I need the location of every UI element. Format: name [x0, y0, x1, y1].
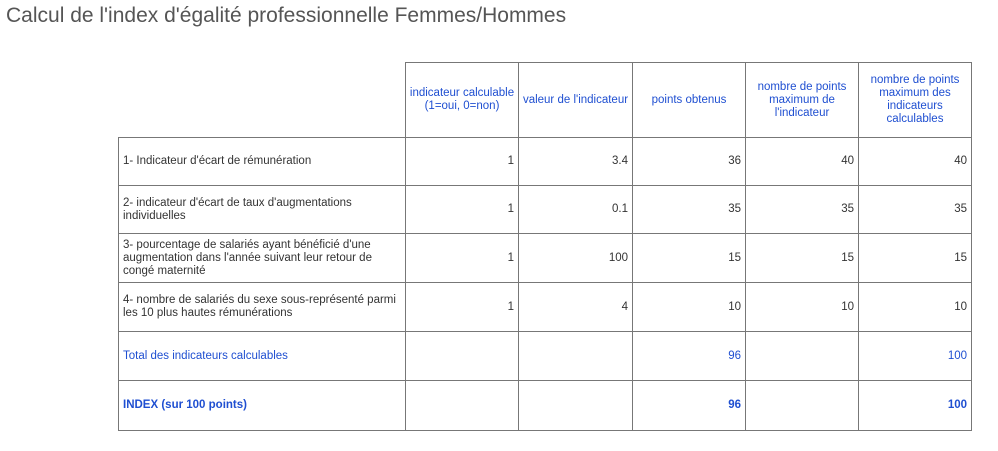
cell-points: 35 [633, 186, 746, 234]
index-max-calc: 100 [859, 381, 972, 431]
cell-max: 15 [746, 234, 859, 283]
cell-calculable: 1 [406, 138, 519, 186]
page-title: Calcul de l'index d'égalité professionnelle Femmes/Hommes [6, 4, 567, 27]
table-row [119, 283, 972, 332]
header-max-indicateur: nombre de points maximum de l'indicateur [746, 63, 859, 138]
cell-max: 35 [746, 186, 859, 234]
table-row [119, 186, 972, 234]
header-points: points obtenus [633, 63, 746, 138]
header-valeur: valeur de l'indicateur [519, 63, 633, 138]
cell-valeur: 0.1 [519, 186, 633, 234]
cell-max-calc: 40 [859, 138, 972, 186]
cell-points: 36 [633, 138, 746, 186]
header-max-calculables: nombre de points maximum des indicateurs calculables [859, 63, 972, 138]
total-max-calc: 100 [859, 332, 972, 381]
cell-valeur: 3.4 [519, 138, 633, 186]
cell-calculable: 1 [406, 283, 519, 332]
index-table [118, 62, 972, 431]
total-label: Total des indicateurs calculables [119, 332, 406, 381]
table-row [119, 234, 972, 283]
cell-valeur: 100 [519, 234, 633, 283]
total-row [119, 332, 972, 381]
total-empty-cell [406, 332, 519, 381]
index-points: 96 [633, 381, 746, 431]
cell-points: 15 [633, 234, 746, 283]
total-empty-cell [746, 332, 859, 381]
cell-max: 10 [746, 283, 859, 332]
row-label: 1- Indicateur d'écart de rémunération [119, 138, 406, 186]
cell-valeur: 4 [519, 283, 633, 332]
header-calculable: indicateur calculable (1=oui, 0=non) [406, 63, 519, 138]
index-empty-cell [519, 381, 633, 431]
row-label: 2- indicateur d'écart de taux d'augmentations individuelles [119, 186, 406, 234]
cell-max-calc: 15 [859, 234, 972, 283]
index-row [119, 381, 972, 431]
cell-max: 40 [746, 138, 859, 186]
index-label: INDEX (sur 100 points) [119, 381, 406, 431]
cell-max-calc: 35 [859, 186, 972, 234]
row-label: 4- nombre de salariés du sexe sous-représenté parmi les 10 plus hautes rémunérations [119, 283, 406, 332]
header-blank-cell [119, 63, 406, 138]
total-points: 96 [633, 332, 746, 381]
table-row [119, 138, 972, 186]
header-row [119, 63, 972, 138]
row-label: 3- pourcentage de salariés ayant bénéficié d'une augmentation dans l'année suivant leur retour de congé maternité [119, 234, 406, 283]
cell-calculable: 1 [406, 186, 519, 234]
cell-points: 10 [633, 283, 746, 332]
cell-max-calc: 10 [859, 283, 972, 332]
cell-calculable: 1 [406, 234, 519, 283]
total-empty-cell [519, 332, 633, 381]
index-empty-cell [746, 381, 859, 431]
index-empty-cell [406, 381, 519, 431]
